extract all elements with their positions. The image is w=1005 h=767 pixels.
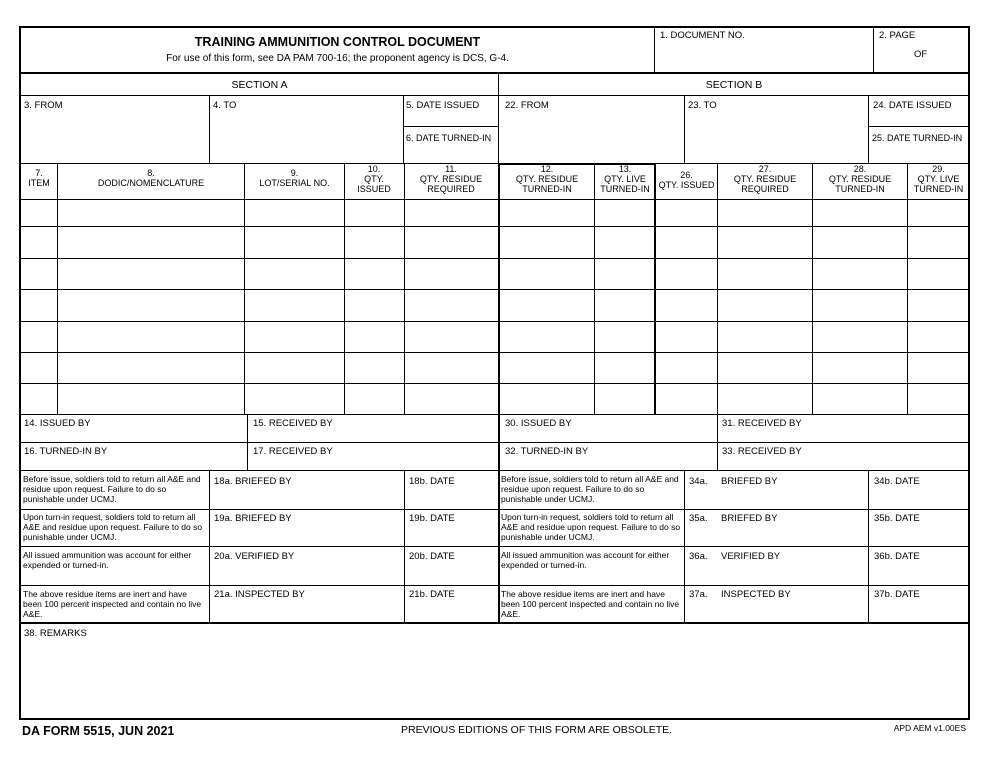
date-field-35b[interactable]: [869, 510, 968, 546]
inspected-by-field-37a[interactable]: [685, 586, 868, 622]
obsolete-notice: PREVIOUS EDITIONS OF THIS FORM ARE OBSOLETE.: [401, 724, 673, 736]
received-by-label: 15. RECEIVED BY: [253, 418, 333, 429]
form-title: TRAINING AMMUNITION CONTROL DOCUMENT: [194, 35, 481, 49]
briefed-by-label: 18a. BRIEFED BY: [214, 476, 292, 487]
date-turned-in-label: 25. DATE TURNED-IN: [872, 133, 963, 143]
date-label: 35b. DATE: [874, 513, 920, 524]
table-row[interactable]: [21, 259, 968, 289]
inspected-by-field-21a[interactable]: [210, 586, 404, 622]
date-field-21b[interactable]: [405, 586, 498, 622]
received-by-field[interactable]: [248, 415, 498, 442]
from-label: 22. FROM: [505, 100, 549, 111]
remarks-label: 38. REMARKS: [24, 628, 87, 639]
briefed-by-field-18a[interactable]: [210, 471, 404, 509]
issued-by-field[interactable]: [21, 415, 247, 442]
date-label: 36b. DATE: [874, 551, 920, 562]
date-turned-in-label: 6. DATE TURNED-IN: [406, 133, 492, 143]
date-label: 18b. DATE: [409, 476, 455, 487]
column-header-qty-issued-b: 26. QTY. ISSUED: [658, 170, 715, 190]
turned-in-by-label: 16. TURNED-IN BY: [24, 446, 108, 457]
table-row[interactable]: [21, 227, 968, 258]
date-field-36b[interactable]: [869, 547, 968, 585]
section-b-date-turned-in-field[interactable]: [869, 127, 968, 163]
column-header-qty-residue-turned-in: 12. QTY. RESIDUE TURNED-IN: [515, 164, 579, 194]
to-label: 4. TO: [213, 100, 237, 111]
verified-by-label: VERIFIED BY: [721, 551, 781, 562]
turned-in-by-field[interactable]: [21, 443, 247, 470]
verified-by-label: 20a. VERIFIED BY: [214, 551, 295, 562]
briefed-by-field-34a[interactable]: [685, 471, 868, 509]
statement-residue-inert-b: The above residue items are inert and have been 100 percent inspected and contain no live A&E.: [501, 589, 680, 619]
statement-ammunition-accounted-b: All issued ammunition was account for either expended or turned-in.: [501, 550, 670, 570]
document-no-label: 1. DOCUMENT NO.: [660, 30, 745, 41]
field-number: 36a.: [689, 551, 708, 562]
statement-residue-inert: The above residue items are inert and have been 100 percent inspected and contain no live A&E.: [23, 589, 202, 619]
table-row[interactable]: [21, 353, 968, 383]
form-id: DA FORM 5515, JUN 2021: [22, 724, 175, 738]
briefed-by-label: 19a. BRIEFED BY: [214, 513, 292, 524]
received-by-label: 17. RECEIVED BY: [253, 446, 333, 457]
table-row[interactable]: [21, 322, 968, 352]
field-number: 35a.: [689, 513, 708, 524]
inspected-by-label: 21a. INSPECTED BY: [214, 589, 305, 600]
statement-turn-in-request: Upon turn-in request, soldiers told to return all A&E and residue upon request. Failure to do so punishable under UCMJ.: [23, 512, 203, 542]
field-number: 34a.: [689, 476, 708, 487]
remarks-field[interactable]: [21, 624, 968, 718]
date-issued-label: 24. DATE ISSUED: [873, 100, 952, 111]
date-label: 20b. DATE: [409, 551, 455, 562]
table-row[interactable]: [21, 384, 968, 414]
received-by-field-b[interactable]: [718, 415, 968, 442]
column-header-qty-live-turned-in: 13. QTY. LIVE TURNED-IN: [600, 164, 650, 194]
section-a-from-field[interactable]: [21, 96, 209, 163]
date-field-20b[interactable]: [405, 547, 498, 585]
inspected-by-label: INSPECTED BY: [721, 589, 791, 600]
statement-turn-in-request-b: Upon turn-in request, soldiers told to return all A&E and residue upon request. Failure to do so punishable under UCMJ.: [501, 512, 681, 542]
date-field-18b[interactable]: [405, 471, 498, 509]
column-header-qty-residue-required: 11. QTY. RESIDUE REQUIRED: [419, 164, 483, 194]
column-header-qty-live-turned-in-b: 29. QTY. LIVE TURNED-IN: [913, 164, 964, 194]
section-a-date-issued-field[interactable]: [404, 96, 498, 126]
table-row[interactable]: [21, 290, 968, 321]
column-header-qty-issued: 10. QTY. ISSUED: [357, 164, 391, 194]
table-row[interactable]: [21, 200, 968, 226]
page-field[interactable]: [874, 28, 968, 72]
section-a-date-turned-in-field[interactable]: [404, 127, 498, 163]
received-by-label: 31. RECEIVED BY: [722, 418, 802, 429]
column-header-dodic: 8. DODIC/NOMENCLATURE: [97, 168, 205, 188]
column-header-qty-residue-required-b: 27. QTY. RESIDUE REQUIRED: [733, 164, 797, 194]
to-label: 23. TO: [688, 100, 717, 111]
form-subtitle: For use of this form, see DA PAM 700-16; the proponent agency is DCS, G-4.: [166, 53, 509, 64]
date-issued-label: 5. DATE ISSUED: [406, 100, 480, 111]
from-label: 3. FROM: [24, 100, 63, 111]
section-b-from-field[interactable]: [500, 96, 684, 163]
received-by-field-17[interactable]: [248, 443, 498, 470]
column-header-lot-serial: 9. LOT/SERIAL NO.: [259, 168, 330, 188]
statement-briefed-before-issue-b: Before issue, soldiers told to return all A&E and residue upon request. Failure to do so punishable under UCMJ.: [501, 474, 679, 504]
section-a-to-field[interactable]: [210, 96, 403, 163]
received-by-field-33[interactable]: [718, 443, 968, 470]
turned-in-by-label: 32. TURNED-IN BY: [505, 446, 589, 457]
date-field-34b[interactable]: [869, 471, 968, 509]
verified-by-field-20a[interactable]: [210, 547, 404, 585]
statement-briefed-before-issue: Before issue, soldiers told to return all A&E and residue upon request. Failure to do so punishable under UCMJ.: [23, 474, 201, 504]
statement-ammunition-accounted: All issued ammunition was account for either expended or turned-in.: [23, 550, 192, 570]
document-no-field[interactable]: [655, 28, 873, 72]
field-number: 37a.: [689, 589, 708, 600]
verified-by-field-36a[interactable]: [685, 547, 868, 585]
briefed-by-label: BRIEFED BY: [721, 476, 778, 487]
issued-by-label: 14. ISSUED BY: [24, 418, 91, 429]
date-field-19b[interactable]: [405, 510, 498, 546]
issued-by-field-b[interactable]: [500, 415, 717, 442]
date-label: 34b. DATE: [874, 476, 920, 487]
section-b-to-field[interactable]: [685, 96, 868, 163]
date-label: 19b. DATE: [409, 513, 455, 524]
briefed-by-label: BRIEFED BY: [721, 513, 778, 524]
date-label: 21b. DATE: [409, 589, 455, 600]
briefed-by-field-19a[interactable]: [210, 510, 404, 546]
page-label: 2. PAGE: [879, 30, 916, 41]
briefed-by-field-35a[interactable]: [685, 510, 868, 546]
column-header-item: 7. ITEM: [28, 168, 50, 188]
received-by-label: 33. RECEIVED BY: [722, 446, 802, 457]
turned-in-by-field-b[interactable]: [500, 443, 717, 470]
section-b-header: SECTION B: [705, 79, 763, 91]
issued-by-label: 30. ISSUED BY: [505, 418, 572, 429]
page-of-label: OF: [914, 49, 928, 60]
column-header-qty-residue-turned-in-b: 28. QTY. RESIDUE TURNED-IN: [828, 164, 892, 194]
version-tag: APD AEM v1.00ES: [893, 723, 966, 733]
date-label: 37b. DATE: [874, 589, 920, 600]
section-a-header: SECTION A: [231, 79, 288, 91]
section-b-date-issued-field[interactable]: [869, 96, 968, 126]
date-field-37b[interactable]: [869, 586, 968, 622]
